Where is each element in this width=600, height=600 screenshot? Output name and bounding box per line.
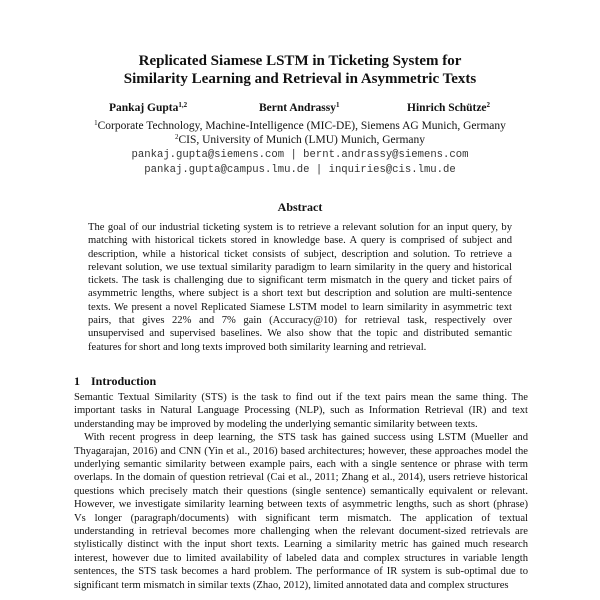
email-line-1: pankaj.gupta@siemens.com | bernt.andrassy@siemens.com <box>131 149 469 161</box>
affiliation-2: $^2$CIS, University of Munich (LMU) Munich, Germany <box>174 133 426 146</box>
abstract-text: The goal of our industrial ticketing system is to retrieve a relevant solution for an input query, by matching with historical tickets stored in knowledge base. A query is comprised of subject and description, while a historical ticket consists of subject, description and solution. To retrieve a relevant solution, we use textual similarity paradigm to learn similarity in the query and historical tickets. The task is challenging due to significant term mismatch in the query and ticket pairs of asymmetric lengths, where subject is a short text but description and solution are multi-sentence texts. We present a novel Replicated Siamese LSTM model to learn similarity in asymmetric text pairs, that gives 22% and 7% gain (Accuracy@10) for retrieval task, respectively over unsupervised and supervised baselines. We also show that the topic and distributed semantic features for short and long texts improved both similarity learning and retrieval. <box>88 222 512 353</box>
introduction-body <box>74 391 528 592</box>
section-number: 1 <box>74 374 80 388</box>
section-title: Introduction <box>91 374 157 388</box>
paper-title-line-1: Replicated Siamese LSTM in Ticketing System for <box>138 53 462 69</box>
abstract-heading: Abstract <box>277 200 323 214</box>
paragraph-1: Semantic Textual Similarity (STS) is the task to find out if the text pairs mean the same thing. The important tasks in Natural Language Processing (NLP), such as Information Retrieval (IR) and text understanding may be improved by modeling the underlying semantic similarity between texts. <box>74 392 528 430</box>
email-line-2: pankaj.gupta@campus.lmu.de | inquiries@cis.lmu.de <box>144 164 456 176</box>
paper-title-line-2: Similarity Learning and Retrieval in Asymmetric Texts <box>123 71 477 87</box>
author-2: Bernt Andrassy$^1$ <box>259 101 340 114</box>
author-3: Hinrich Schütze$^2$ <box>407 101 491 114</box>
affiliation-1: $^1$Corporate Technology, Machine-Intelligence (MIC-DE), Siemens AG Munich, Germany <box>94 119 506 132</box>
author-1: Pankaj Gupta$^{1,2}$ <box>109 101 188 114</box>
paragraph-2: With recent progress in deep learning, the STS task has gained success using LSTM (Mueller and Thyagarajan, 2016) and CNN (Yin et al., 2016) based architectures; however, these approaches model the underlying semantic similarity between example pairs, each with a single sentence or phrase with term overlaps. In the domain of question retrieval (Cai et al., 2011; Zhang et al., 2014), users retrieve historical questions which precisely match their questions (single sentence) semantically equivalent or relevant. However, we investigate similarity learning between texts of asymmetric lengths, such as short (phrase) Vs longer (paragraph/documents) with significant term mismatch. The application of textual understanding in retrieval becomes more challenging when the relevant document-sized retrievals are stylistically distinct with the input short texts. Learning a similarity metric has gained much research interest, however due to limited availability of labeled data and complex structures in variable length sentences, the STS task becomes a hard problem. The performance of IR system is sub-optimal due to significant term mismatch in similar texts (Zhao, 2012), limited annotated data and complex structures <box>74 432 528 591</box>
section-heading-introduction <box>74 374 156 389</box>
